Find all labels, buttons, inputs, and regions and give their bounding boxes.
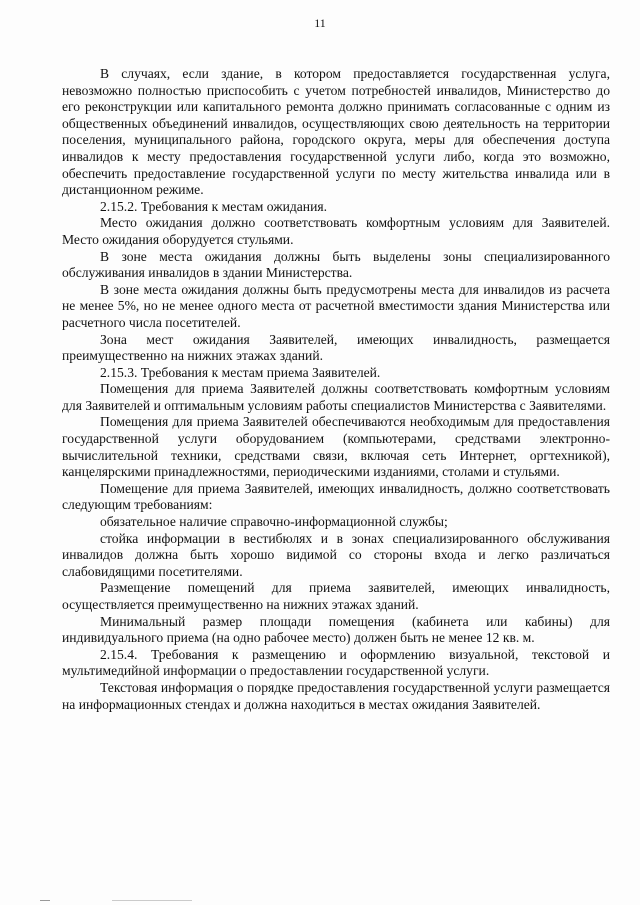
paragraph-info-service: обязательное наличие справочно-информационной службы;	[100, 514, 448, 530]
scan-artifact-line	[112, 900, 192, 901]
paragraph-waiting-comfort: Место ожидания должно соответствовать комфортным условиям для Заявителей. Место ожидания оборудуется стульями.	[62, 215, 610, 247]
paragraph-reception-requirements: Помещение для приема Заявителей, имеющих инвалидность, должно соответствовать следующим требованиям:	[62, 480, 610, 513]
paragraph-waiting-zones: В зоне места ожидания должны быть выделены зоны специализированного обслуживания инвалидов в здании Министерства.	[62, 248, 610, 281]
section-heading-2-15-3: 2.15.3. Требования к местам приема Заявителей.	[100, 364, 381, 380]
scan-artifact-line	[40, 900, 50, 901]
paragraph-waiting-seats: В зоне места ожидания должны быть предусмотрены места для инвалидов из расчета не менее 5%, но не менее одного места от расчетной вместимости здания Министерства или расчетного числа посетителей.	[62, 281, 610, 330]
paragraph-minimum-area: Минимальный размер площади помещения (кабинета или кабины) для индивидуального приема (на одно рабочее место) должен быть не менее 12 кв. м.	[62, 613, 610, 646]
paragraph-accessibility-measures: В случаях, если здание, в котором предоставляется государственная услуга, невозможно полностью приспособить с учетом потребностей инвалидов, Министерство до его реконструкции или капитального ремонта должно принимать согласованные с одним из общественных объединений инвалидов, осуществляющих свою деятельность на территории поселения, муниципального района, городского округа, меры для обеспечения доступа инвалидов к месту предоставления государственной услуги либо, когда это возможно, обеспечить предоставление государственной услуги по месту жительства инвалида или в дистанционном режиме.	[62, 66, 610, 198]
page-number: 11	[314, 16, 326, 30]
paragraph-waiting-floors: Зона мест ожидания Заявителей, имеющих инвалидность, размещается преимущественно на нижних этажах зданий.	[62, 331, 610, 364]
paragraph-reception-floors: Размещение помещений для приема заявителей, имеющих инвалидность, осуществляется преимущественно на нижних этажах зданий.	[62, 580, 610, 612]
paragraph-text-info: Текстовая информация о порядке предоставления государственной услуги размещается на информационных стендах и должна находиться в местах ожидания Заявителей.	[62, 679, 610, 712]
section-heading-2-15-4: 2.15.4. Требования к размещению и оформлению визуальной, текстовой и мультимедийной информации о предоставлении государственной услуги.	[62, 646, 610, 679]
paragraph-reception-equipment: Помещения для приема Заявителей обеспечиваются необходимым для предоставления государственной услуги оборудованием (компьютерами, средствами электронно-вычислительной техники, средствами связи, включая сеть Интернет, оргтехникой), канцелярскими принадлежностями, периодическими изданиями, столами и стульями.	[62, 414, 610, 480]
paragraph-info-desk: стойка информации в вестибюлях и в зонах специализированного обслуживания инвалидов должна быть хорошо видимой со стороны входа и легко различаться слабовидящими посетителями.	[62, 530, 610, 579]
section-heading-2-15-2: 2.15.2. Требования к местам ожидания.	[100, 198, 328, 214]
paragraph-reception-comfort: Помещения для приема Заявителей должны соответствовать комфортным условиям для Заявителей и оптимальным условиям работы специалистов Министерства с Заявителями.	[62, 381, 610, 413]
document-body	[62, 66, 610, 713]
